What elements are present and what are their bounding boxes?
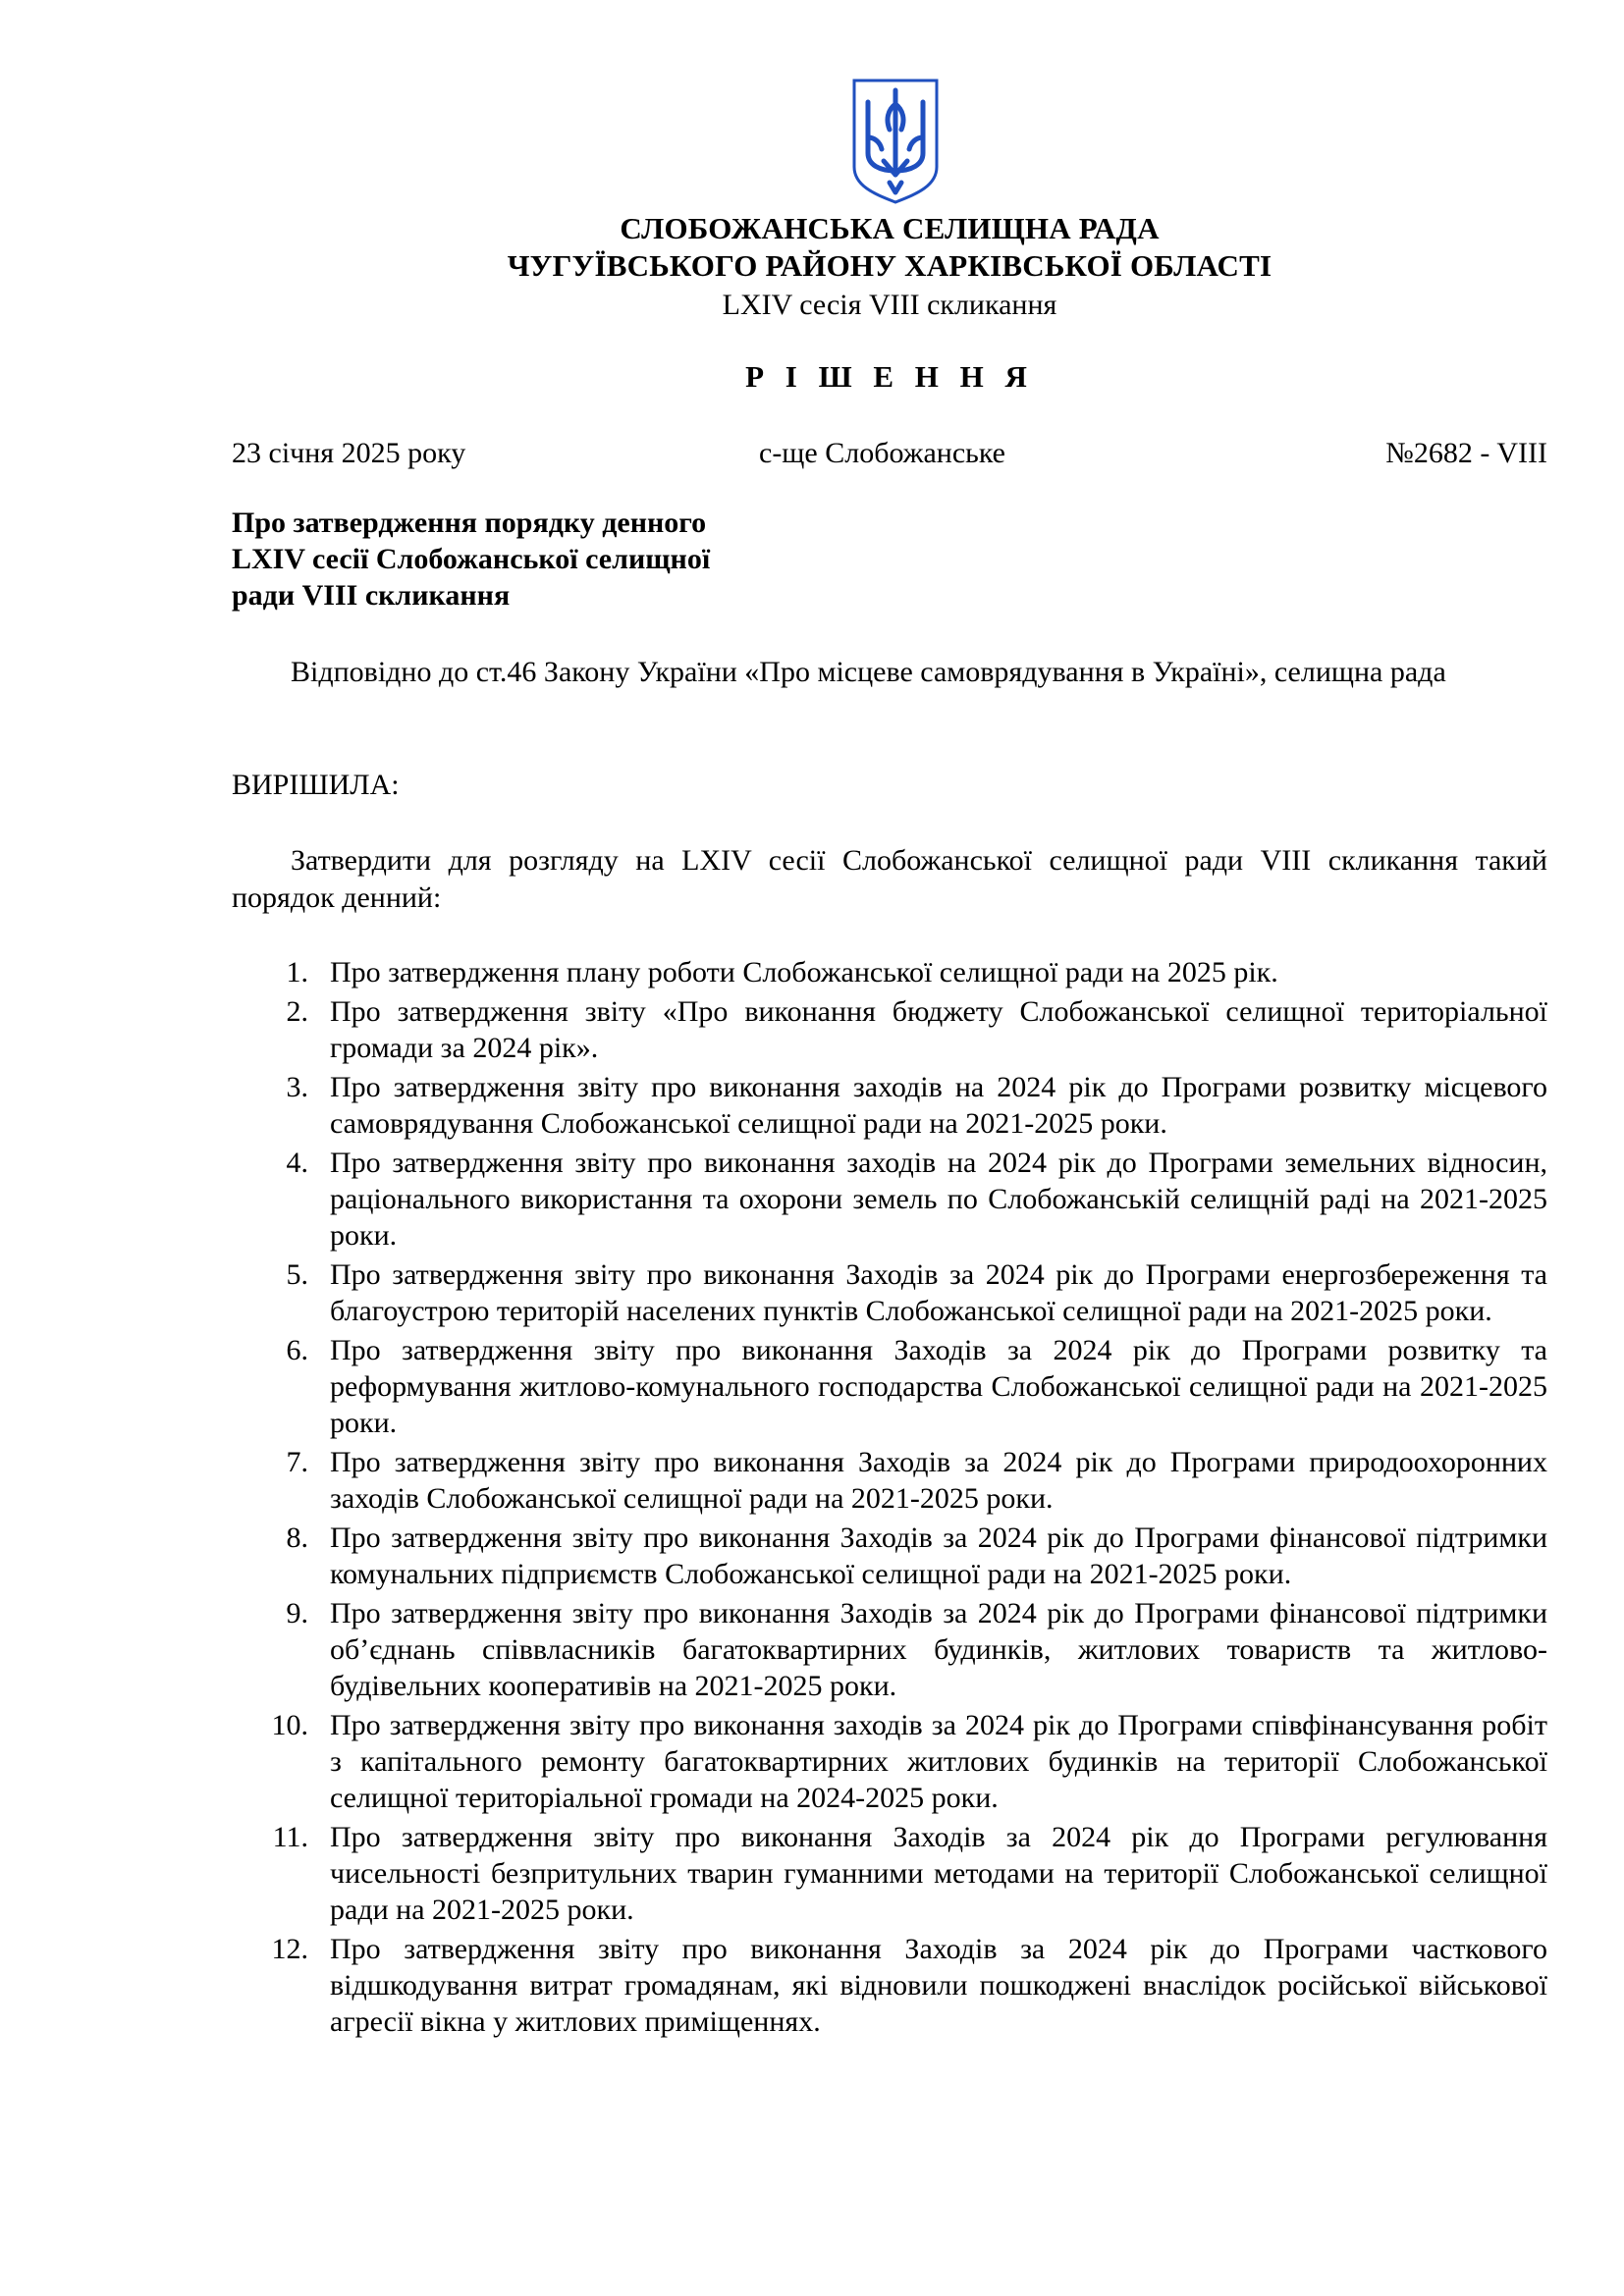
council-name: СЛОБОЖАНСЬКА СЕЛИЩНА РАДА	[620, 211, 1160, 245]
agenda-item-number: 7.	[286, 1446, 308, 1478]
agenda-item-text: Про затвердження звіту про виконання Заходів за 2024 рік до Програми фінансової підтримки комунальних підприємств Слобожанської селищної ради на 2021-2025 роки.	[330, 1522, 1547, 1590]
agenda-item-number: 12.	[271, 1933, 308, 1965]
agenda-item	[232, 1931, 1547, 2040]
decision-number: №2682 - VIII	[1385, 437, 1547, 469]
agenda-item-text: Про затвердження звіту про виконання Заходів за 2024 рік до Програми регулювання чисельності безпритульних тварин гуманними методами на території Слобожанської селищної ради на 2021-2025 роки.	[330, 1821, 1547, 1926]
decision-date: 23 січня 2025 року	[232, 437, 466, 469]
subject-line-2: LXIV сесії Слобожанської селищної	[232, 543, 711, 575]
agenda-item-number: 4.	[286, 1147, 308, 1179]
agenda-item	[232, 1819, 1547, 1928]
agenda-item	[232, 1332, 1547, 1441]
agenda-item-text: Про затвердження звіту про виконання Заходів за 2024 рік до Програми часткового відшкодування витрат громадянам, які відновили пошкоджені внаслідок російської військової агресії вікна у житлових приміщеннях.	[330, 1933, 1547, 2038]
agenda-item-text: Про затвердження звіту «Про виконання бюджету Слобожанської селищної територіальної громади за 2024 рік».	[330, 995, 1547, 1064]
agenda-item-number: 5.	[286, 1258, 308, 1291]
decision-place: с-ще Слобожанське	[759, 437, 1005, 469]
resolved-heading: ВИРІШИЛА:	[232, 769, 400, 801]
preamble-paragraph: Відповідно до ст.46 Закону України «Про місцеве самоврядування в Україні», селищна рада	[291, 656, 1446, 688]
agenda-item-text: Про затвердження звіту про виконання Заходів за 2024 рік до Програми розвитку та реформування житлово-комунального господарства Слобожанської селищної ради на 2021-2025 роки.	[330, 1334, 1547, 1439]
agenda-item-text: Про затвердження звіту про виконання заходів на 2024 рік до Програми розвитку місцевого самоврядування Слобожанської селищної ради на 2021-2025 роки.	[330, 1071, 1547, 1140]
agenda-item	[232, 1520, 1547, 1592]
agenda-item-text: Про затвердження плану роботи Слобожанської селищної ради на 2025 рік.	[330, 956, 1278, 988]
agenda-item-number: 2.	[286, 995, 308, 1028]
council-region: ЧУГУЇВСЬКОГО РАЙОНУ ХАРКІВСЬКОЇ ОБЛАСТІ	[507, 248, 1272, 283]
subject-line-1: Про затвердження порядку денного	[232, 507, 707, 539]
agenda-item-number: 6.	[286, 1334, 308, 1366]
agenda-item-number: 11.	[272, 1821, 308, 1853]
agenda-item	[232, 1256, 1547, 1329]
decision-subject	[232, 505, 860, 614]
agenda-item-text: Про затвердження звіту про виконання Заходів за 2024 рік до Програми енергозбереження та благоустрою територій населених пунктів Слобожанської селищної ради на 2021-2025 роки.	[330, 1258, 1547, 1327]
agenda-item-number: 9.	[286, 1597, 308, 1629]
approve-paragraph: Затвердити для розгляду на LXIV сесії Слобожанської селищної ради VIII скликання такий порядок денний:	[232, 844, 1547, 914]
agenda-item-number: 3.	[286, 1071, 308, 1103]
agenda-item	[232, 1707, 1547, 1816]
ukraine-trident-emblem-icon	[850, 77, 941, 206]
agenda-item	[232, 1444, 1547, 1517]
agenda-item	[232, 954, 1547, 990]
agenda-item	[232, 1145, 1547, 1254]
agenda-item-text: Про затвердження звіту про виконання заходів за 2024 рік до Програми співфінансування робіт з капітального ремонту багатоквартирних житлових будинків на території Слобожанської селищної територіальної громади на 2024-2025 роки.	[330, 1709, 1547, 1814]
subject-line-3: ради VIII скликання	[232, 579, 511, 612]
agenda-item-number: 8.	[286, 1522, 308, 1554]
document-type-title: Р І Ш Е Н Н Я	[745, 359, 1034, 394]
agenda-item-number: 10.	[271, 1709, 308, 1741]
agenda-item-number: 1.	[286, 956, 308, 988]
agenda-item	[232, 993, 1547, 1066]
agenda-item	[232, 1069, 1547, 1142]
agenda-item-text: Про затвердження звіту про виконання Заходів за 2024 рік до Програми природоохоронних заходів Слобожанської селищної ради на 2021-2025 роки.	[330, 1446, 1547, 1515]
agenda-list	[232, 954, 1547, 2043]
session-info: LXIV сесія VIII скликання	[722, 289, 1057, 321]
agenda-item-text: Про затвердження звіту про виконання Заходів за 2024 рік до Програми фінансової підтримки об’єднань співвласників багатоквартирних будинків, житлових товариств та житлово-будівельних кооперативів на 2021-2025 роки.	[330, 1597, 1547, 1702]
agenda-item	[232, 1595, 1547, 1704]
agenda-item-text: Про затвердження звіту про виконання заходів на 2024 рік до Програми земельних відносин, раціонального використання та охорони земель по Слобожанській селищній раді на 2021-2025 роки.	[330, 1147, 1547, 1252]
